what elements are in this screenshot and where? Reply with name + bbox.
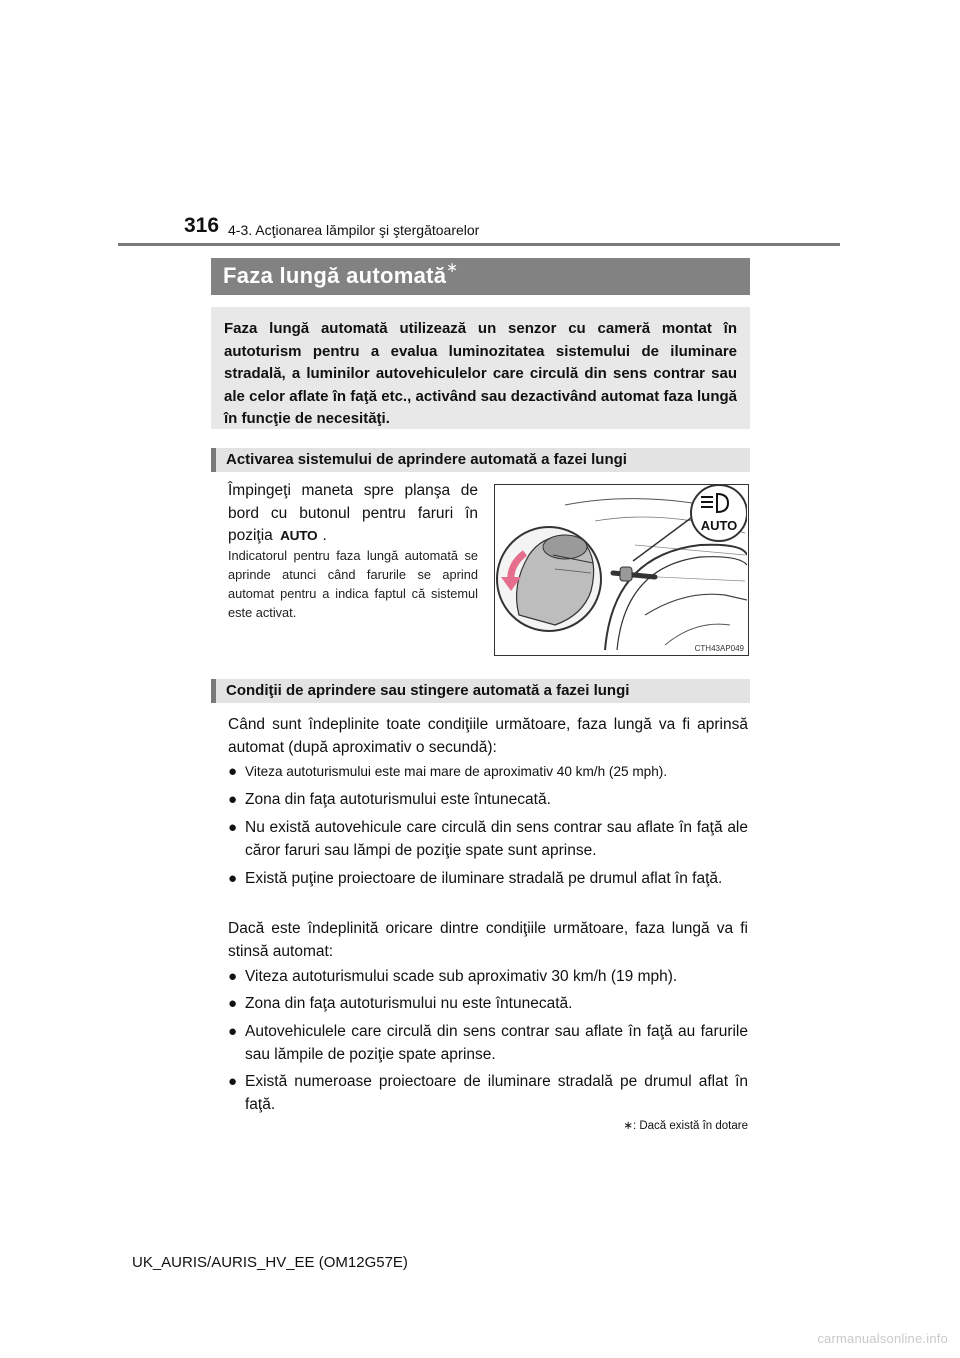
page-title-bar — [211, 258, 750, 295]
list-item-text: Există numeroase proiectoare de iluminare stradală pe drumul aflat în faţă. — [245, 1073, 748, 1113]
page-number: 316 — [184, 214, 220, 237]
intro-box — [211, 307, 750, 429]
conditions-heading: Condiţii de aprindere sau stingere automată a fazei lungi — [211, 679, 750, 703]
list-item-text: Zona din faţa autoturismului este întunecată. — [245, 791, 551, 808]
bullet-icon: ● — [228, 870, 238, 887]
activation-note: Indicatorul pentru faza lungă automată se aprinde atunci când farurile se aprind automat pentru a indica faptul că sistemul este activat. — [228, 548, 478, 620]
list-item-text: Există puţine proiectoare de iluminare stradală pe drumul aflat în faţă. — [245, 870, 723, 887]
section-header: 4-3. Acţionarea lămpilor şi ştergătoarelor — [228, 222, 480, 238]
list-item-text: Nu există autovehicule care circulă din sens contrar sau aflate în faţă ale căror faruri sau lămpi de poziţie spate sunt aprinse. — [245, 819, 748, 859]
list-item — [228, 789, 748, 812]
bullet-icon: ● — [228, 1023, 238, 1040]
intro-text: Faza lungă automată utilizează un senzor cu cameră montat în autoturism pentru a evalua luminozitatea sistemului de iluminare stradală, a luminilor autovehiculelor care circulă din sens contrar sau ale celor aflate în faţă etc., activând sau dezactivând automat faza lungă în funcţie de necesităţi. — [224, 320, 737, 427]
watermark: carmanualsonline.info — [817, 1331, 948, 1346]
activation-heading: Activarea sistemului de aprindere automată a fazei lungi — [211, 448, 750, 472]
list-item — [228, 817, 748, 862]
bullet-icon: ● — [228, 968, 238, 985]
auto-position-label: AUTO — [280, 528, 318, 543]
instruction-text: Împingeţi maneta spre planşa de bord cu butonul pentru faruri în poziţia — [228, 482, 478, 544]
bullet-icon: ● — [228, 791, 238, 808]
list-item — [228, 993, 748, 1016]
footnote — [623, 1118, 748, 1132]
list-item — [228, 1071, 748, 1116]
footnote-text: : Dacă există în dotare — [632, 1120, 748, 1132]
off-conditions-intro: Dacă este îndeplinită oricare dintre condiţiile următoare, faza lungă va fi stinsă automat: — [228, 920, 748, 960]
list-item-text: Zona din faţa autoturismului nu este întunecată. — [245, 995, 573, 1012]
bullet-icon: ● — [228, 763, 238, 780]
list-item — [228, 1021, 748, 1066]
list-item — [228, 966, 748, 989]
bullet-icon: ● — [228, 819, 238, 836]
steering-column-drawing — [495, 485, 747, 654]
page-title — [223, 259, 459, 289]
list-item — [228, 868, 748, 891]
bullet-icon: ● — [228, 1073, 238, 1090]
illustration-auto-label: AUTO — [700, 518, 738, 533]
header-divider — [118, 243, 840, 246]
optional-equipment-marker: ∗ — [446, 259, 459, 275]
footnote-marker: ∗ — [623, 1120, 633, 1132]
headlight-switch-illustration — [494, 484, 749, 656]
page-title-text: Faza lungă automată — [223, 263, 447, 288]
list-item-text: Viteza autoturismului scade sub aproximativ 30 km/h (19 mph). — [245, 968, 678, 985]
activation-instruction — [228, 480, 478, 548]
bullet-icon: ● — [228, 995, 238, 1012]
on-conditions-intro: Când sunt îndeplinite toate condiţiile următoare, faza lungă va fi aprinsă automat (după aproximativ o secundă): — [228, 716, 748, 756]
list-item-text: Viteza autoturismului este mai mare de aproximativ 40 km/h (25 mph). — [245, 764, 668, 779]
illustration-code: CTH43AP049 — [694, 644, 744, 653]
list-item — [228, 761, 748, 784]
document-id: UK_AURIS/AURIS_HV_EE (OM12G57E) — [132, 1254, 408, 1271]
list-item-text: Autovehiculele care circulă din sens contrar sau aflate în faţă au farurile sau lămpile de poziţie spate aprinse. — [245, 1023, 748, 1063]
instruction-end: . — [322, 527, 327, 544]
